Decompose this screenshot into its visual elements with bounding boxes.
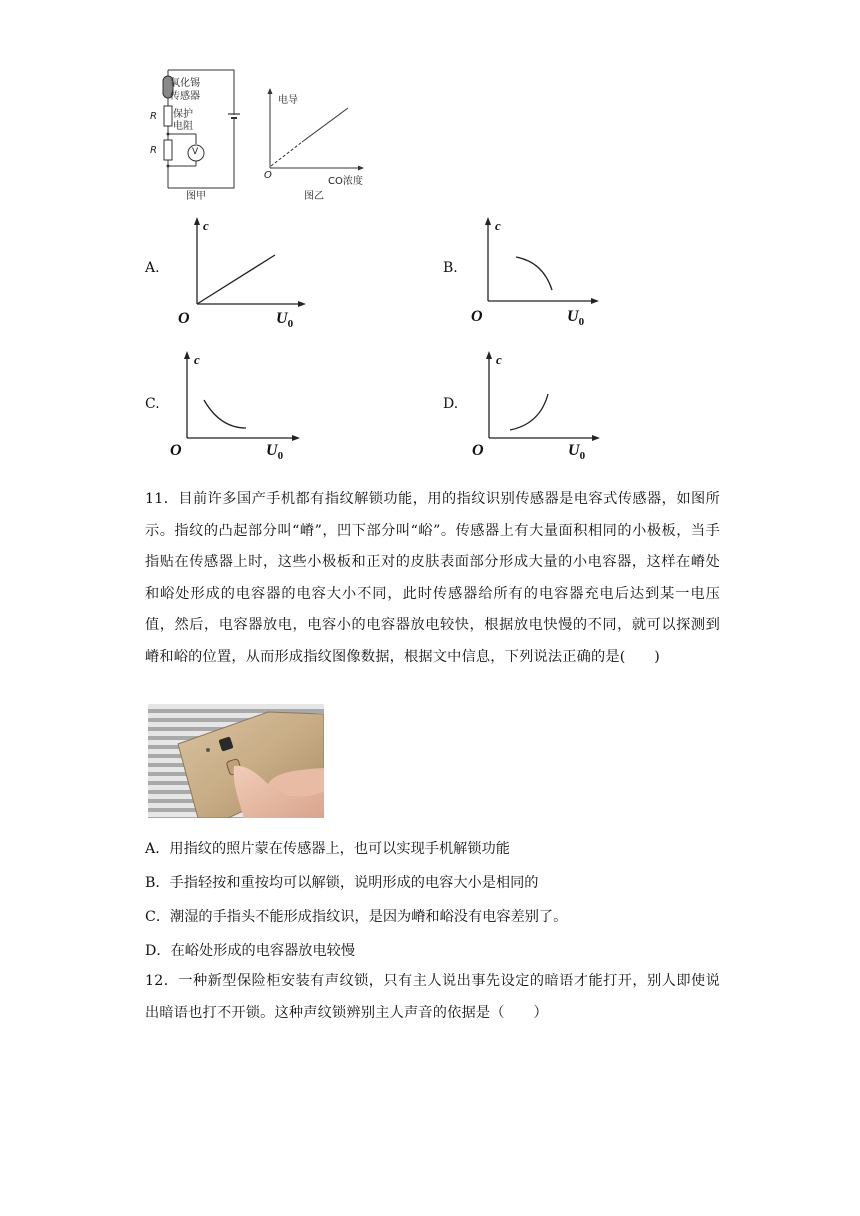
option-c-letter: C. — [145, 396, 160, 412]
sensor-label-1: 氧化锡 — [170, 78, 200, 89]
option-a-ylabel: c — [203, 218, 209, 233]
question-11-text: 11．目前许多国产手机都有指纹解锁功能，用的指纹识别传感器是电容式传感器，如图所示。指纹的凸起部分叫“嵴”，凹下部分叫“峪”。传感器上有大量面积相同的小极板，当手指贴在传感器上时，这些小极板和正对的皮肤表面部分形成大量的小电容器，这样在嵴处和峪处形成的电容器的电容大小不同，此时传感器给所有的电容器充电后达到某一电压值，然后，电容器放电，电容小的电容器放电较快，根据放电快慢的不同，就可以探测到嵴和峪的位置，从而形成指纹图像数据，根据文中信息，下列说法正确的是( ) — [145, 491, 720, 665]
option-d-ylabel: c — [496, 352, 502, 367]
option-b-origin: O — [471, 308, 483, 325]
figure-jia — [148, 62, 248, 202]
option-b-ylabel: c — [495, 218, 501, 233]
option-d-graph — [468, 346, 608, 466]
option-b-graph — [465, 212, 605, 332]
figure-yi — [262, 86, 372, 202]
graph-xlabel: CO浓度 — [328, 176, 363, 187]
option-d-curve — [510, 394, 548, 430]
sensor-label-2: 传感器 — [170, 91, 200, 102]
graph-ylabel: 电导 — [278, 95, 298, 106]
option-a-xlabel: $U_0$ — [276, 310, 294, 331]
option-d-letter: D. — [443, 396, 459, 412]
q11-option-c: C．潮湿的手指头不能形成指纹识，是因为嵴和峪没有电容差别了。 — [145, 909, 568, 925]
option-c-curve — [204, 400, 246, 428]
option-b-curve — [516, 257, 552, 290]
option-a-letter: A. — [145, 260, 160, 276]
voltmeter-label: V — [192, 147, 199, 157]
option-b-xlabel: $U_0$ — [567, 308, 585, 329]
q11-option-d: D．在峪处形成的电容器放电较慢 — [145, 943, 356, 959]
protect-label-2: 电阻 — [173, 121, 193, 132]
option-c-graph — [168, 346, 308, 466]
r1-label: R — [150, 111, 157, 122]
option-a-graph — [172, 212, 312, 332]
option-b-letter: B. — [443, 260, 458, 276]
fingerprint-phone-image — [148, 704, 324, 818]
option-c-xlabel: $U_0$ — [266, 442, 284, 463]
figure-yi-caption: 图乙 — [304, 191, 324, 202]
option-d-origin: O — [472, 442, 484, 459]
dashed-extension — [271, 142, 302, 166]
graph-origin: O — [264, 170, 272, 181]
option-a-origin: O — [178, 310, 190, 327]
q11-option-b: B．手指轻按和重按均可以解锁，说明形成的电容大小是相同的 — [145, 875, 539, 891]
r2-label: R — [150, 145, 157, 156]
phone-fingerprint-photo — [148, 704, 324, 818]
figure-jia-caption: 图甲 — [186, 191, 206, 202]
question-12-text: 12．一种新型保险柜安装有声纹锁，只有主人说出事先设定的暗语才能打开，别人即使说出暗语也打不开锁。这种声纹锁辨别主人声音的依据是（ ） — [145, 973, 720, 1021]
option-a-curve — [197, 255, 275, 304]
protect-label-1: 保护 — [173, 109, 193, 120]
option-c-origin: O — [170, 442, 182, 459]
option-d-xlabel: $U_0$ — [568, 442, 586, 463]
q11-option-a: A．用指纹的照片蒙在传感器上，也可以实现手机解锁功能 — [145, 841, 510, 857]
option-c-ylabel: c — [194, 352, 200, 367]
conductance-line — [302, 108, 348, 142]
